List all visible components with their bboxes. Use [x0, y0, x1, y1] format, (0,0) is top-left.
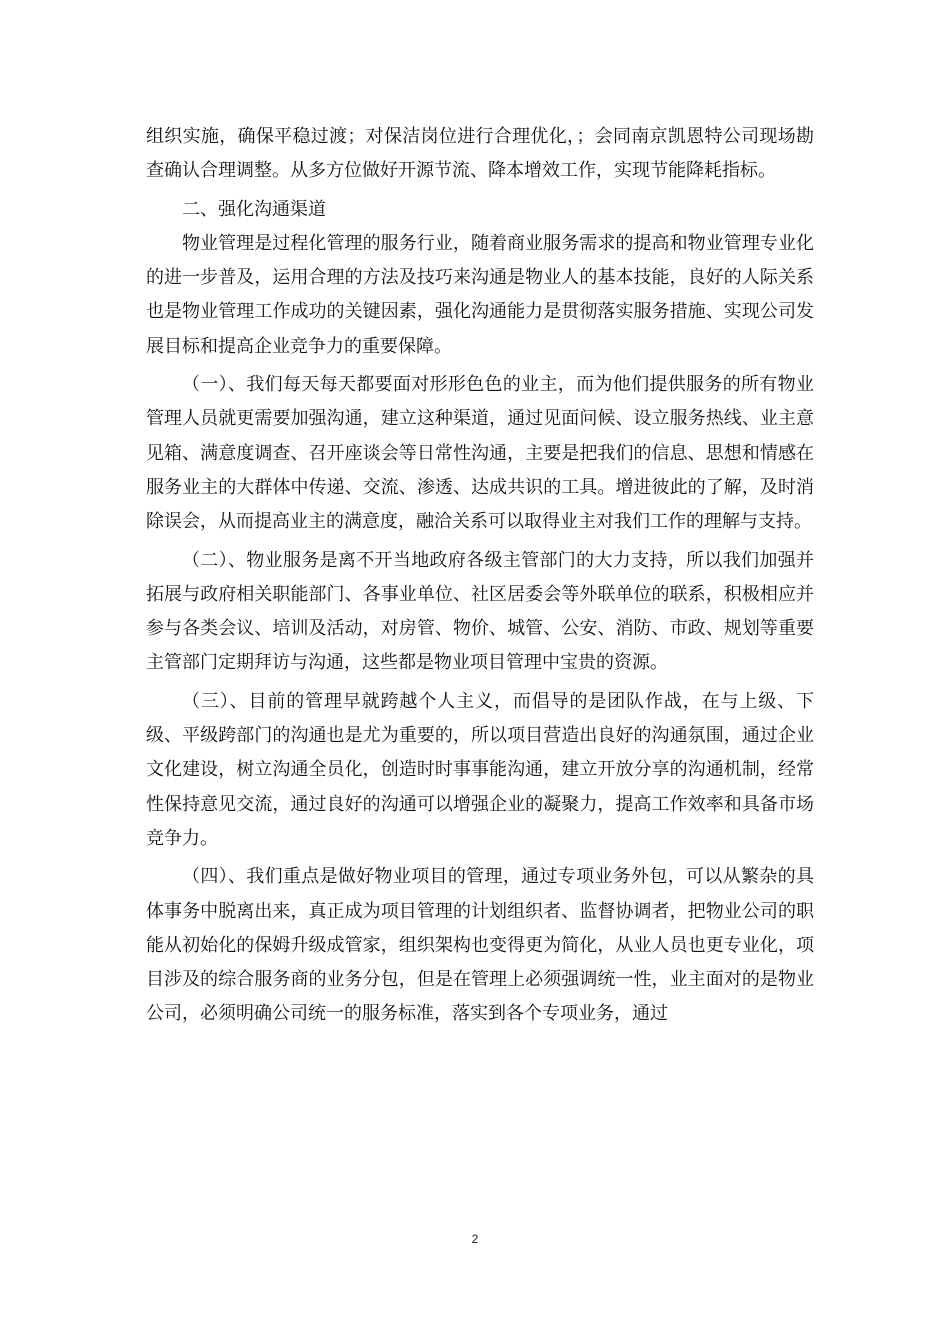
paragraph-item-4: （四）、我们重点是做好物业项目的管理，通过专项业务外包，可以从繁杂的具体事务中脱离出来，真正成为项目管理的计划组织者、监督协调者，把物业公司的职能从初始化的保姆升级成管家，组织架构也变得更为简化，从业人员也更专业化，项目涉及的综合服务商的业务分包，但是在管理上必须强调统一性，业主面对的是物业公司，必须明确公司统一的服务标准，落实到各个专项业务，通过: [146, 866, 814, 1025]
document-body: [146, 120, 814, 1036]
paragraph-continuation: 组织实施，确保平稳过渡；对保洁岗位进行合理优化，；会同南京凯恩特公司现场勘查确认合理调整。从多方位做好开源节流、降本增效工作，实现节能降耗指标。: [146, 126, 814, 182]
paragraph-intro: 物业管理是过程化管理的服务行业，随着商业服务需求的提高和物业管理专业化的进一步普及，运用合理的方法及技巧来沟通是物业人的基本技能，良好的人际关系也是物业管理工作成功的关键因素，强化沟通能力是贯彻落实服务措施、实现公司发展目标和提高企业竞争力的重要保障。: [146, 232, 814, 357]
section-heading: 二、强化沟通渠道: [182, 198, 326, 220]
paragraph-item-1: （一）、我们每天每天都要面对形形色色的业主，而为他们提供服务的所有物业管理人员就更需要加强沟通，建立这种渠道，通过见面问候、设立服务热线、业主意见箱、满意度调查、召开座谈会等日常性沟通，主要是把我们的信息、思想和情感在服务业主的大群体中传递、交流、渗透、达成共识的工具。增进彼此的了解，及时消除误会，从而提高业主的满意度，融洽关系可以取得业主对我们工作的理解与支持。: [146, 374, 814, 533]
page-number: 2: [471, 1232, 479, 1246]
paragraph-item-2: （二）、物业服务是离不开当地政府各级主管部门的大力支持，所以我们加强并拓展与政府相关职能部门、各事业单位、社区居委会等外联单位的联系，积极相应并参与各类会议、培训及活动，对房管、物价、城管、公安、消防、市政、规划等重要主管部门定期拜访与沟通，这些都是物业项目管理中宝贵的资源。: [146, 549, 814, 674]
paragraph-item-3: （三）、目前的管理早就跨越个人主义，而倡导的是团队作战，在与上级、下级、平级跨部门的沟通也是尤为重要的，所以项目营造出良好的沟通氛围，通过企业文化建设，树立沟通全员化，创造时时事事能沟通，建立开放分享的沟通机制，经常性保持意见交流，通过良好的沟通可以增强企业的凝聚力，提高工作效率和具备市场竞争力。: [146, 690, 814, 849]
